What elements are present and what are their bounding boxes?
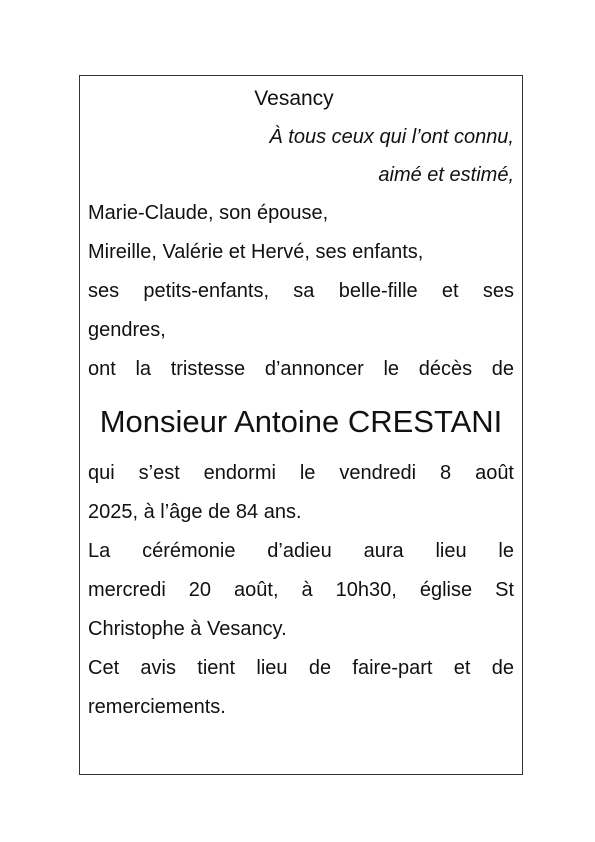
- notice-place: Vesancy: [254, 87, 334, 110]
- death-line-1: qui s’est endormi le vendredi 8 août: [88, 462, 514, 484]
- closing-line-2: remerciements.: [88, 696, 226, 718]
- closing-line-1: Cet avis tient lieu de faire-part et de: [88, 657, 514, 679]
- deceased-name: Monsieur Antoine CRESTANI: [99, 404, 503, 439]
- obituary-notice-frame: [79, 75, 523, 775]
- ceremony-line-1: La cérémonie d’adieu aura lieu le: [88, 540, 514, 562]
- obituary-notice-content: [88, 76, 514, 727]
- dedication-line-2: aimé et estimé,: [378, 164, 514, 186]
- family-children-line: Mireille, Valérie et Hervé, ses enfants,: [88, 241, 424, 263]
- family-wife-line: Marie-Claude, son épouse,: [88, 202, 329, 224]
- dedication-line-1: À tous ceux qui l’ont connu,: [269, 126, 514, 148]
- death-line-2: 2025, à l’âge de 84 ans.: [88, 501, 302, 523]
- ceremony-line-3: Christophe à Vesancy.: [88, 618, 287, 640]
- family-grandchildren-line-1: ses petits-enfants, sa belle-fille et ses: [88, 280, 514, 302]
- announcement-line: ont la tristesse d’annoncer le décès de: [88, 358, 514, 380]
- ceremony-line-2: mercredi 20 août, à 10h30, église St: [88, 579, 514, 601]
- family-grandchildren-line-2: gendres,: [88, 319, 166, 341]
